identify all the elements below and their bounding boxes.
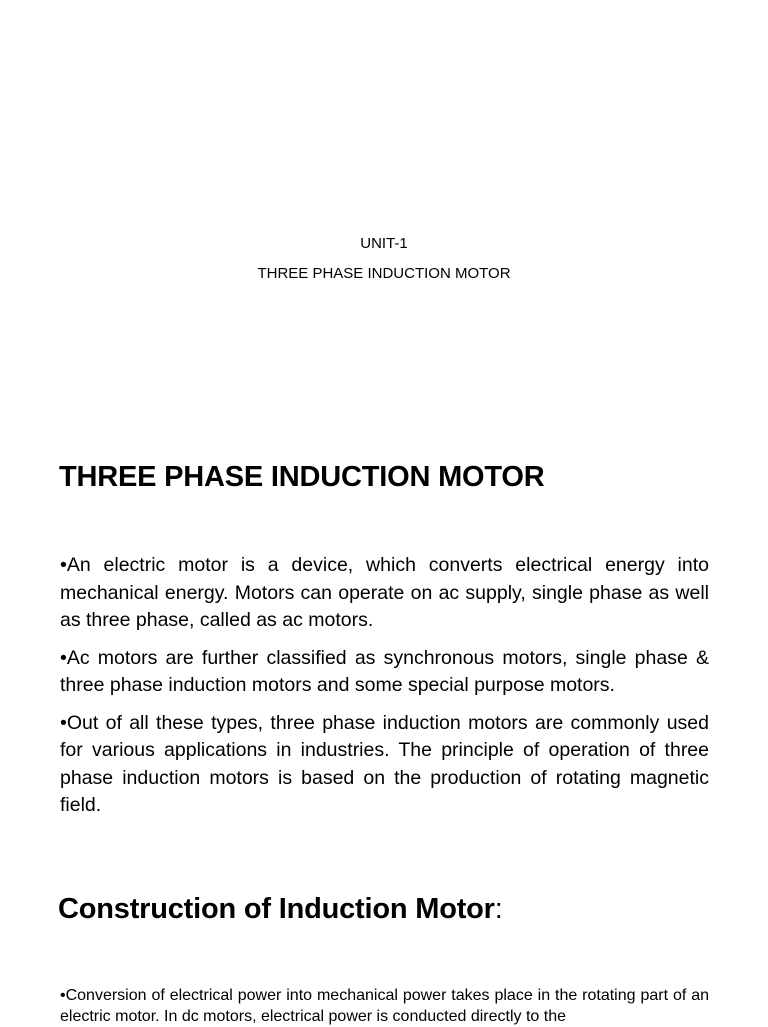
section1-body (60, 552, 709, 830)
section-heading-three-phase-induction-motor: THREE PHASE INDUCTION MOTOR (59, 461, 545, 493)
paragraph-ac-motor-classification: •Ac motors are further classified as synchronous motors, single phase & three phase induction motors and some special purpose motors. (60, 646, 709, 696)
section2-body (60, 985, 709, 1027)
unit-label: UNIT-1 (360, 235, 408, 252)
document-title-block (0, 229, 768, 289)
section-heading-construction-text: Construction of Induction Motor (58, 893, 495, 925)
document-subtitle: THREE PHASE INDUCTION MOTOR (257, 265, 511, 282)
paragraph-power-conversion: •Conversion of electrical power into mechanical power takes place in the rotating part of an electric motor. In dc motors, electrical power is conducted directly to the (60, 987, 709, 1025)
section-heading-colon: : (494, 893, 503, 925)
paragraph-induction-motor-applications: •Out of all these types, three phase induction motors are commonly used for various applications in industries. The principle of operation of three phase induction motors is based on the production of rotating magnetic field. (60, 711, 709, 816)
paragraph-electric-motor-definition: •An electric motor is a device, which converts electrical energy into mechanical energy. Motors can operate on ac supply, single phase as well as three phase, called as ac motors. (60, 554, 709, 631)
section-heading-construction (58, 890, 503, 928)
